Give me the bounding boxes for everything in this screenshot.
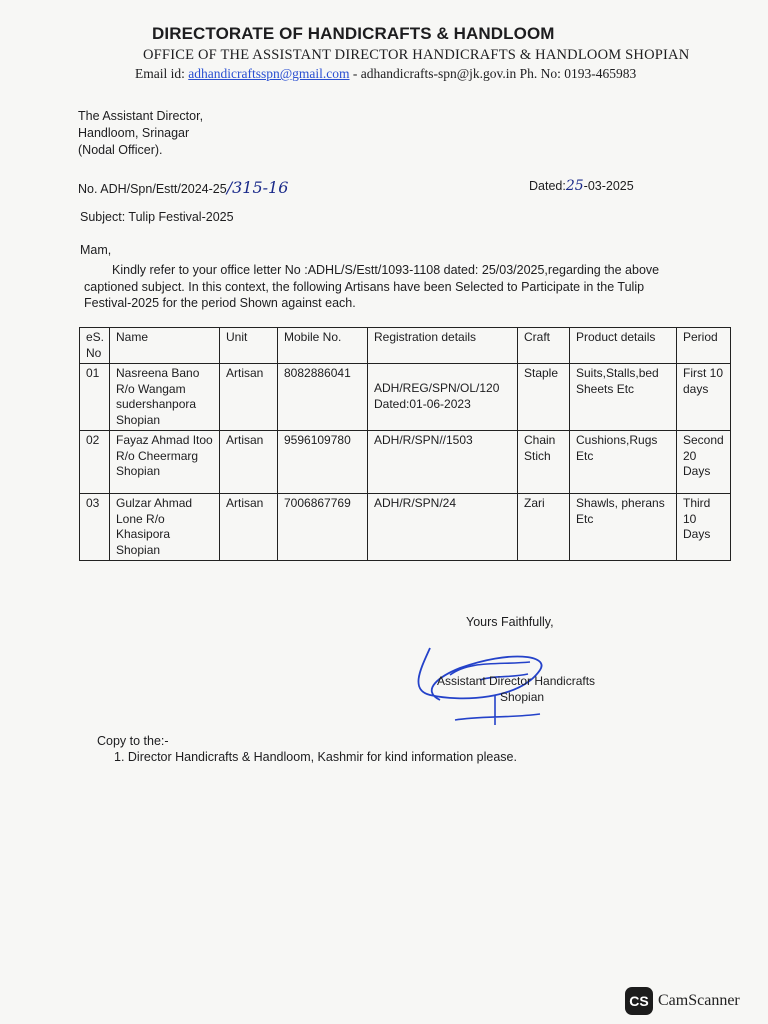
reference-number: [78, 178, 288, 197]
table-cell: Nasreena Bano R/o Wangam sudershanpora Shopian: [110, 364, 220, 431]
header-cell: eS. No: [80, 328, 110, 364]
subject-line: Subject: Tulip Festival-2025: [80, 210, 234, 224]
table-cell: ADH/REG/SPN/OL/120 Dated:01-06-2023: [368, 364, 518, 431]
table-cell: ADH/R/SPN/24: [368, 494, 518, 561]
recipient-address: [78, 108, 203, 159]
table-cell: Third 10 Days: [677, 494, 731, 561]
table-cell: 8082886041: [278, 364, 368, 431]
table-cell: Artisan: [220, 431, 278, 494]
table-cell: 7006867769: [278, 494, 368, 561]
letterhead-contact: [135, 66, 636, 82]
camscanner-watermark: [625, 986, 740, 1016]
copy-to-label: Copy to the:-: [97, 734, 169, 748]
table-cell: Cushions,Rugs Etc: [570, 431, 677, 494]
date-handwritten: 25: [565, 178, 584, 194]
table-cell: ADH/R/SPN//1503: [368, 431, 518, 494]
copy-to-item: 1. Director Handicrafts & Handloom, Kashmir for kind information please.: [114, 750, 517, 764]
artisan-table: [79, 327, 731, 561]
recipient-line: Handloom, Srinagar: [78, 126, 190, 140]
table-cell: Suits,Stalls,bed Sheets Etc: [570, 364, 677, 431]
camscanner-name: CamScanner: [658, 992, 740, 1009]
table-cell: Zari: [518, 494, 570, 561]
header-cell: Unit: [220, 328, 278, 364]
header-cell: Registration details: [368, 328, 518, 364]
recipient-line: (Nodal Officer).: [78, 143, 163, 157]
signatory-place: Shopian: [500, 690, 545, 704]
signatory-title: Assistant Director Handicrafts: [437, 674, 596, 688]
table-cell: Gulzar Ahmad Lone R/o Khasipora Shopian: [110, 494, 220, 561]
header-cell: Name: [110, 328, 220, 364]
letterhead-title: DIRECTORATE OF HANDICRAFTS & HANDLOOM: [152, 24, 555, 43]
table-cell: Chain Stich: [518, 431, 570, 494]
table-cell: First 10 days: [677, 364, 731, 431]
email-link[interactable]: adhandicraftsspn@gmail.com: [188, 66, 350, 81]
table-cell: 02: [80, 431, 110, 494]
header-cell: Craft: [518, 328, 570, 364]
header-cell: Mobile No.: [278, 328, 368, 364]
closing: Yours Faithfully,: [466, 615, 554, 629]
table-cell: Fayaz Ahmad Itoo R/o Cheermarg Shopian: [110, 431, 220, 494]
camscanner-logo-icon: CS: [625, 987, 653, 1015]
body-paragraph: Kindly refer to your office letter No :ADHL/S/Estt/1093-1108 dated: 25/03/2025,regarding the above captioned subject. In this context, the following Artisans have been Selected to Participate in the Tulip Festival-2025 for the period Shown against each.: [84, 263, 660, 310]
table-cell: Artisan: [220, 364, 278, 431]
email-label: Email id:: [135, 66, 189, 81]
date-label: Dated:: [529, 179, 566, 193]
table-cell: Staple: [518, 364, 570, 431]
date-rest: -03-2025: [583, 179, 634, 193]
header-cell: Period: [677, 328, 731, 364]
header-cell: Product details: [570, 328, 677, 364]
reference-handwritten: /315-16: [226, 178, 289, 197]
contact-rest: - adhandicrafts-spn@jk.gov.in Ph. No: 0193-465983: [349, 66, 637, 81]
reference-prefix: No. ADH/Spn/Estt/2024-25: [78, 182, 227, 196]
table-cell: Artisan: [220, 494, 278, 561]
salutation: Mam,: [80, 243, 112, 257]
table-cell: 9596109780: [278, 431, 368, 494]
table-header-row: [80, 328, 731, 364]
table-cell: 01: [80, 364, 110, 431]
letter-date: [529, 178, 634, 194]
table-cell: Shawls, pherans Etc: [570, 494, 677, 561]
table-row: [80, 431, 731, 494]
table-row: [80, 494, 731, 561]
recipient-line: The Assistant Director,: [78, 109, 204, 123]
table-row: [80, 364, 731, 431]
table-cell: Second 20 Days: [677, 431, 731, 494]
letterhead-office: OFFICE OF THE ASSISTANT DIRECTOR HANDICRAFTS & HANDLOOM SHOPIAN: [143, 47, 690, 63]
table-cell: 03: [80, 494, 110, 561]
